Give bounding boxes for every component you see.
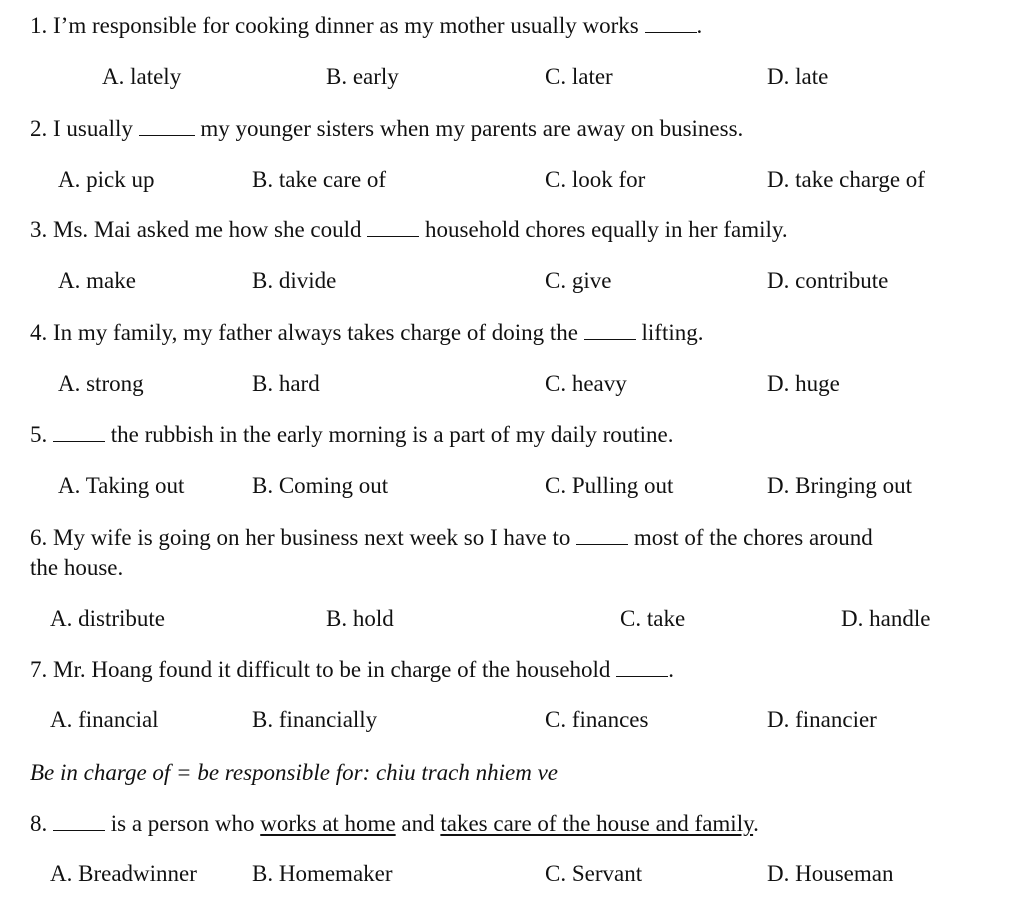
question-3: [30, 216, 788, 244]
question-text: I usually: [53, 116, 133, 141]
question-text: I’m responsible for cooking dinner as my mother usually works: [53, 13, 639, 38]
underlined-phrase-2: takes care of the house and family: [440, 811, 754, 836]
question-text: Ms. Mai asked me how she could: [53, 217, 362, 242]
question-text: My wife is going on her business next week so I have to: [53, 525, 571, 550]
option-6a[interactable]: A. distribute: [50, 606, 165, 631]
option-5c[interactable]: C. Pulling out: [545, 473, 674, 498]
option-1a[interactable]: A. lately: [102, 64, 182, 89]
question-2: [30, 115, 743, 143]
question-number: 2.: [30, 116, 48, 141]
question-number: 8.: [30, 811, 48, 836]
option-4b[interactable]: B. hard: [252, 371, 320, 396]
question-6-continuation: the house.: [30, 555, 124, 580]
question-text-end: most of the chores around: [633, 525, 873, 550]
option-3d[interactable]: D. contribute: [767, 268, 889, 293]
question-text: the rubbish in the early morning is a part of my daily routine.: [110, 422, 674, 447]
option-6b[interactable]: B. hold: [326, 606, 394, 631]
question-text-end: .: [753, 811, 759, 836]
option-8d[interactable]: D. Houseman: [767, 861, 894, 886]
option-8c[interactable]: C. Servant: [545, 861, 643, 886]
question-number: 5.: [30, 422, 48, 447]
answer-blank[interactable]: [139, 121, 195, 136]
question-number: 7.: [30, 657, 48, 682]
option-3c[interactable]: C. give: [545, 268, 612, 293]
option-1b[interactable]: B. early: [326, 64, 399, 89]
option-7a[interactable]: A. financial: [50, 707, 159, 732]
question-5: [30, 421, 674, 449]
option-4d[interactable]: D. huge: [767, 371, 840, 396]
question-4: [30, 319, 704, 347]
option-7c[interactable]: C. finances: [545, 707, 649, 732]
option-6c[interactable]: C. take: [620, 606, 686, 631]
question-number: 1.: [30, 13, 48, 38]
answer-blank[interactable]: [616, 662, 668, 677]
option-4a[interactable]: A. strong: [58, 371, 144, 396]
option-7d[interactable]: D. financier: [767, 707, 877, 732]
option-8b[interactable]: B. Homemaker: [252, 861, 393, 886]
answer-blank[interactable]: [576, 530, 628, 545]
option-8a[interactable]: A. Breadwinner: [50, 861, 197, 886]
option-6d[interactable]: D. handle: [841, 606, 931, 631]
option-5a[interactable]: A. Taking out: [58, 473, 185, 498]
question-1: [30, 12, 702, 40]
question-text-mid: and: [401, 811, 435, 836]
option-3a[interactable]: A. make: [58, 268, 136, 293]
option-5b[interactable]: B. Coming out: [252, 473, 389, 498]
option-2d[interactable]: D. take charge of: [767, 167, 925, 192]
option-2c[interactable]: C. look for: [545, 167, 646, 192]
answer-blank[interactable]: [584, 325, 636, 340]
option-4c[interactable]: C. heavy: [545, 371, 627, 396]
option-1c[interactable]: C. later: [545, 64, 613, 89]
question-text-end: household chores equally in her family.: [425, 217, 788, 242]
question-text-end: .: [696, 13, 703, 38]
answer-blank[interactable]: [645, 18, 697, 33]
question-text-end: lifting.: [641, 320, 704, 345]
question-8: [30, 810, 759, 838]
underlined-phrase-1: works at home: [260, 811, 396, 836]
answer-blank[interactable]: [367, 222, 419, 237]
answer-blank[interactable]: [53, 427, 105, 442]
question-number: 6.: [30, 525, 48, 550]
answer-blank[interactable]: [53, 816, 105, 831]
question-6: [30, 524, 873, 552]
question-text: is a person who: [110, 811, 255, 836]
question-text: In my family, my father always takes charge of doing the: [53, 320, 579, 345]
question-7: [30, 656, 674, 684]
question-number: 4.: [30, 320, 48, 345]
question-text: Mr. Hoang found it difficult to be in charge of the household: [53, 657, 611, 682]
question-number: 3.: [30, 217, 48, 242]
option-2b[interactable]: B. take care of: [252, 167, 387, 192]
option-1d[interactable]: D. late: [767, 64, 829, 89]
option-3b[interactable]: B. divide: [252, 268, 337, 293]
option-2a[interactable]: A. pick up: [58, 167, 155, 192]
question-text-end: .: [668, 657, 674, 682]
vocabulary-note: Be in charge of = be responsible for: chiu trach nhiem ve: [30, 760, 559, 785]
option-5d[interactable]: D. Bringing out: [767, 473, 913, 498]
option-7b[interactable]: B. financially: [252, 707, 378, 732]
question-text-end: my younger sisters when my parents are away on business.: [200, 116, 744, 141]
